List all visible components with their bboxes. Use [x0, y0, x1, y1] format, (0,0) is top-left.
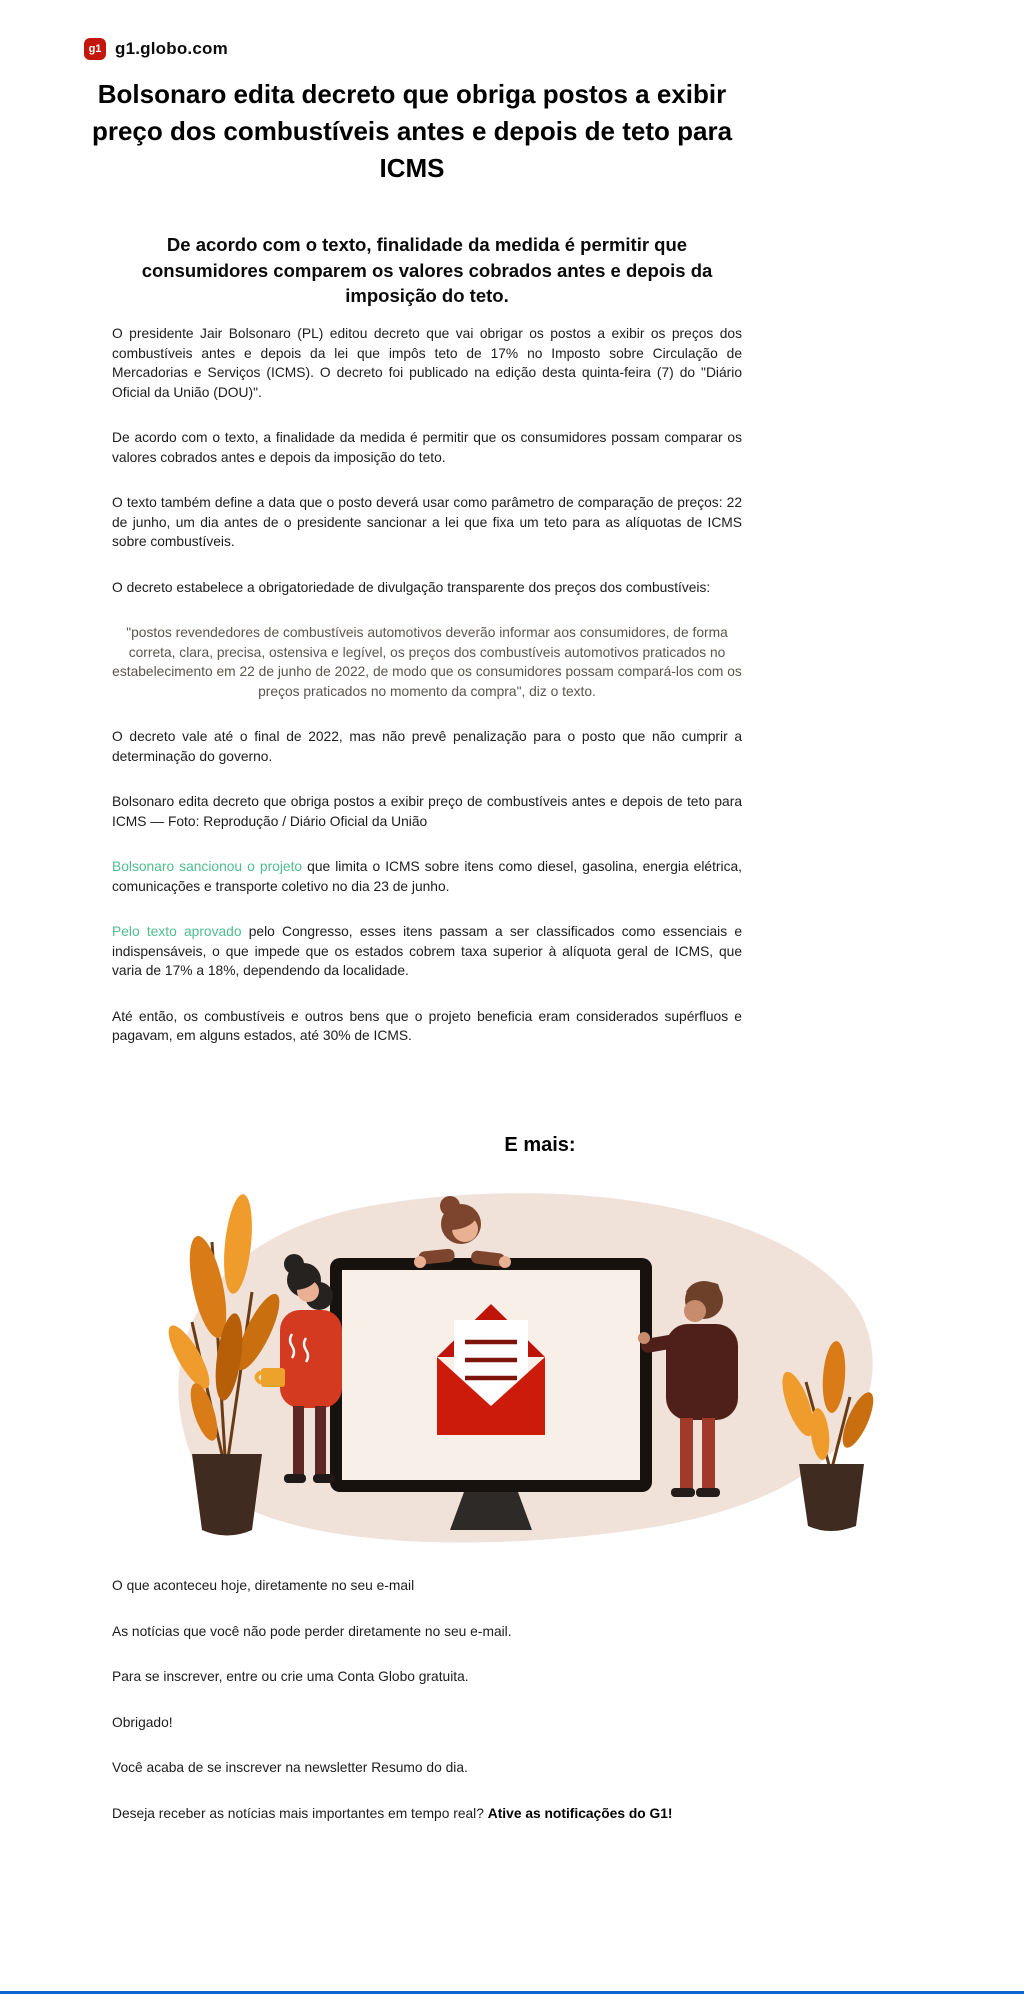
blockquote: "postos revendedores de combustíveis automotivos deverão informar aos consumidores, de forma correta, clara, precisa, ostensiva e legível, os preços dos combustíveis automotivos praticados no estabelecimento em 22 de junho de 2022, de modo que os consumidores possam compará-los com os preços praticados no momento da compra", diz o texto.	[112, 625, 742, 699]
paragraph	[112, 857, 742, 896]
link-bolsonaro-sancionou[interactable]: Bolsonaro sancionou o projeto	[112, 859, 303, 874]
photo-caption: Bolsonaro edita decreto que obriga postos a exibir preço de combustíveis antes e depois de teto para ICMS — Foto: Reprodução / Diário Oficial da União	[112, 794, 742, 829]
more-heading: E mais:	[504, 1134, 576, 1156]
site-url-label[interactable]: g1.globo.com	[115, 39, 228, 58]
site-header	[84, 38, 228, 60]
paragraph: O texto também define a data que o posto deverá usar como parâmetro de comparação de preços: 22 de junho, um dia antes de o presidente sancionar a lei que fixa um teto para as alíquotas de ICMS sobre combustíveis.	[112, 495, 742, 549]
article-subtitle: De acordo com o texto, finalidade da medida é permitir que consumidores comparem os valores cobrados antes e depois da imposição do teto.	[141, 234, 713, 307]
bottom-divider	[0, 1991, 1024, 1994]
newsletter-line: Obrigado!	[112, 1714, 173, 1730]
newsletter-line: Para se inscrever, entre ou crie uma Conta Globo gratuita.	[112, 1669, 469, 1684]
final-line-text: Deseja receber as notícias mais importantes em tempo real?	[112, 1805, 488, 1821]
newsletter-line: As notícias que você não pode perder diretamente no seu e-mail.	[112, 1623, 512, 1639]
paragraph: De acordo com o texto, a finalidade da medida é permitir que os consumidores possam comparar os valores cobrados antes e depois da imposição do teto.	[112, 430, 742, 465]
g1-logo-icon[interactable]: g1	[84, 38, 106, 60]
newsletter-section	[112, 1576, 742, 1849]
left-plant-pot	[192, 1454, 262, 1536]
monitor-stand	[450, 1492, 532, 1530]
newsletter-line: Você acaba de se inscrever na newsletter Resumo do dia.	[112, 1760, 468, 1775]
right-plant-pot	[799, 1464, 864, 1531]
activate-notifications-link[interactable]: Ative as notificações do G1!	[487, 1805, 673, 1821]
paragraph-text: que limita o ICMS sobre itens como diesel, gasolina, energia elétrica, comunicações e transporte coletivo no dia 23 de junho.	[112, 859, 742, 894]
paragraph: O decreto vale até o final de 2022, mas não prevê penalização para o posto que não cumprir a determinação do governo.	[112, 729, 742, 764]
paragraph: Até então, os combustíveis e outros bens que o projeto beneficia eram considerados supérfluos e pagavam, em alguns estados, até 30% de ICMS.	[112, 1008, 742, 1043]
newsletter-line: O que aconteceu hoje, diretamente no seu e-mail	[112, 1578, 415, 1593]
paragraph: O presidente Jair Bolsonaro (PL) editou decreto que vai obrigar os postos a exibir os preços dos combustíveis antes e depois da lei que impôs teto de 17% no Imposto sobre Circulação de Mercadorias e Serviços (ICMS). O decreto foi publicado na edição desta quinta-feira (7) do "Diário Oficial da União (DOU)".	[112, 326, 742, 400]
paragraph	[112, 922, 742, 981]
article-body	[112, 324, 742, 1072]
newsletter-illustration	[134, 1172, 890, 1554]
newsletter-final-line	[112, 1804, 742, 1824]
article-headline: Bolsonaro edita decreto que obriga postos a exibir preço dos combustíveis antes e depois de teto para ICMS	[91, 79, 733, 183]
link-pelo-texto-aprovado[interactable]: Pelo texto aprovado	[112, 924, 242, 939]
paragraph: O decreto estabelece a obrigatoriedade de divulgação transparente dos preços dos combustíveis:	[112, 579, 711, 595]
paragraph-text: pelo Congresso, esses itens passam a ser classificados como essenciais e indispensáveis, o que impede que os estados cobrem taxa superior à alíquota geral de ICMS, que varia de 17% a 18%, dependendo da localidade.	[112, 924, 742, 978]
